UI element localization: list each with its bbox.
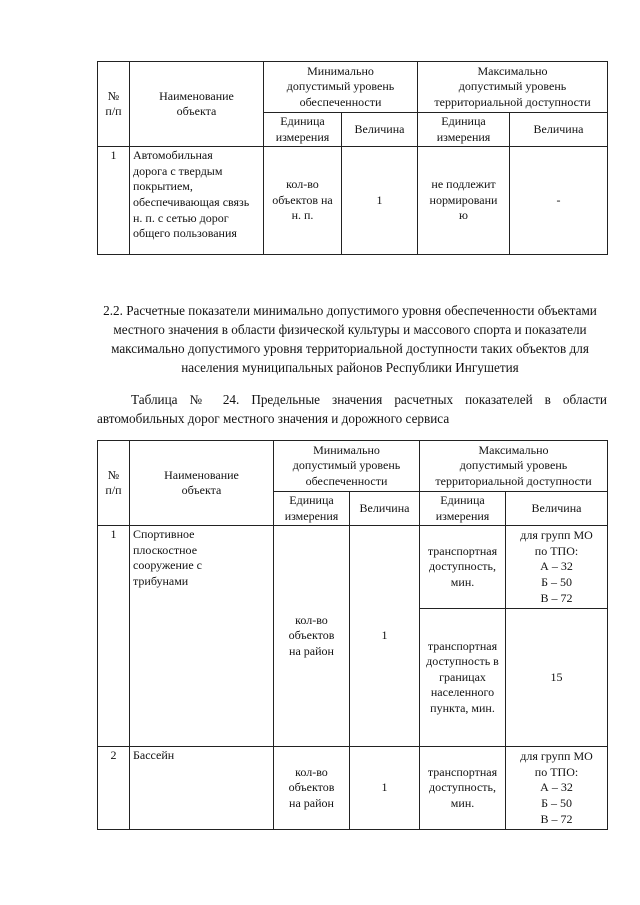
header-min-value: Величина: [342, 113, 418, 147]
row-name: Бассейн: [130, 747, 274, 830]
row-max-unit: не подлежит нормировани ю: [418, 147, 510, 255]
row-max-value-b: 15: [506, 609, 608, 747]
row-max-unit-b: транспортная доступность в границах населенного пункта, мин.: [420, 609, 506, 747]
row-min-value: 1: [342, 147, 418, 255]
header-min-value: Величина: [350, 492, 420, 526]
table-sport-indicators: [97, 440, 608, 830]
row-max-value: -: [510, 147, 608, 255]
header-name: Наименование объекта: [130, 62, 264, 147]
header-min-unit: Единица измерения: [264, 113, 342, 147]
row-max-unit: транспортная доступность, мин.: [420, 747, 506, 830]
row-name: Автомобильная дорога с твердым покрытием, обеспечивающая связь н. п. с сетью дорог общего пользования: [130, 147, 264, 255]
header-num: № п/п: [98, 441, 130, 526]
header-num: № п/п: [98, 62, 130, 147]
table-caption: Таблица № 24. Предельные значения расчетных показателей в области автомобильных дорог местного значения и дорожного сервиса: [97, 392, 607, 426]
row-num: 2: [98, 747, 130, 830]
header-min-group: Минимально допустимый уровень обеспеченности: [264, 62, 418, 113]
header-max-unit: Единица измерения: [418, 113, 510, 147]
row-name: Спортивное плоскостное сооружение с трибунами: [130, 526, 274, 747]
header-min-unit: Единица измерения: [274, 492, 350, 526]
row-min-value: 1: [350, 747, 420, 830]
header-min-group: Минимально допустимый уровень обеспеченности: [274, 441, 420, 492]
row-min-unit: кол-во объектов на район: [274, 747, 350, 830]
table-row: [98, 526, 608, 609]
section-heading: 2.2. Расчетные показатели минимально допустимого уровня обеспеченности объектами местного значения в области физической культуры и массового спорта и показатели максимально допустимого уровня территориальной доступности таких объектов для населения муниципальных районов Республики Ингушетия: [103, 303, 597, 375]
row-min-value: 1: [350, 526, 420, 747]
header-max-value: Величина: [506, 492, 608, 526]
table-row: [98, 747, 608, 830]
row-max-value-a: для групп МО по ТПО: А – 32 Б – 50 В – 72: [506, 526, 608, 609]
header-max-group: Максимально допустимый уровень территориальной доступности: [420, 441, 608, 492]
row-min-unit: кол-во объектов на район: [274, 526, 350, 747]
row-num: 1: [98, 147, 130, 255]
header-max-group: Максимально допустимый уровень территориальной доступности: [418, 62, 608, 113]
header-name: Наименование объекта: [130, 441, 274, 526]
row-max-unit-a: транспортная доступность, мин.: [420, 526, 506, 609]
header-max-value: Величина: [510, 113, 608, 147]
table-road-indicators: [97, 61, 608, 255]
row-num: 1: [98, 526, 130, 747]
header-max-unit: Единица измерения: [420, 492, 506, 526]
table-row: [98, 147, 608, 255]
row-min-unit: кол-во объектов на н. п.: [264, 147, 342, 255]
row-max-value: для групп МО по ТПО: А – 32 Б – 50 В – 72: [506, 747, 608, 830]
